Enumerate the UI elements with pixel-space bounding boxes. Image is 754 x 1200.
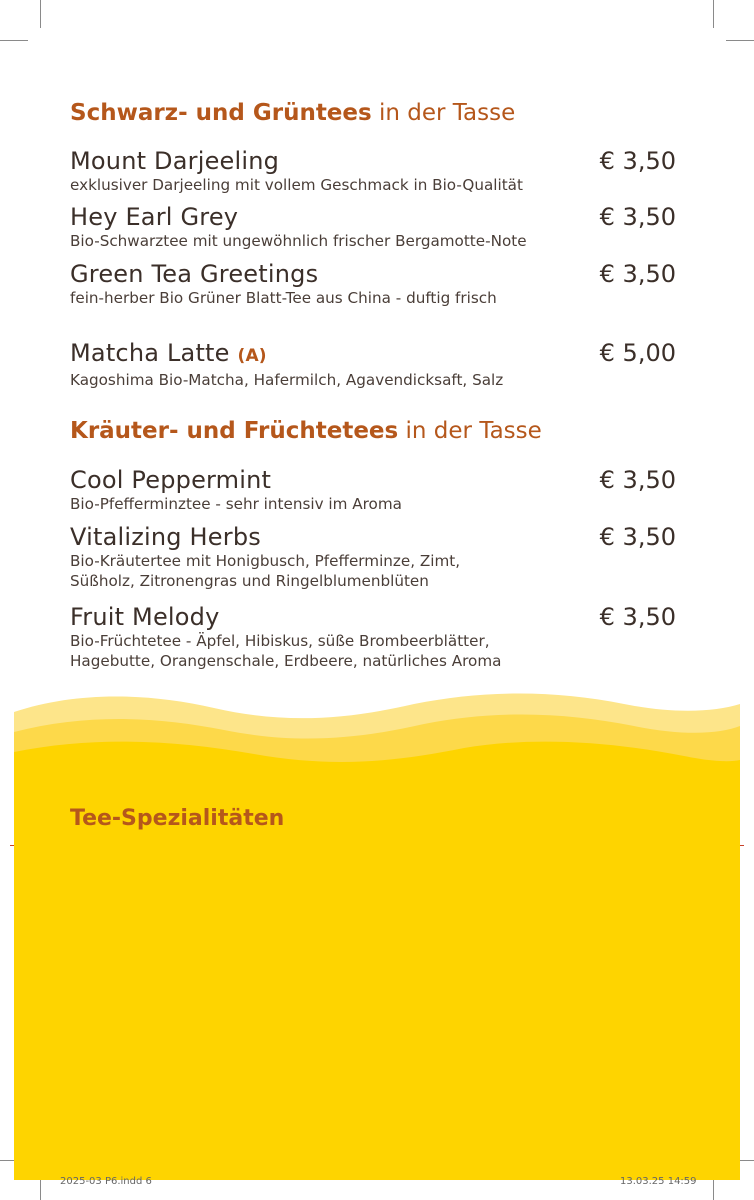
menu-item — [70, 260, 676, 308]
item-description: Bio-Pfefferminztee - sehr intensiv im Aroma — [70, 495, 402, 513]
item-description: Kagoshima Bio-Matcha, Hafermilch, Agavendicksaft, Salz — [70, 371, 504, 389]
item-price: € 5,00 — [599, 339, 676, 367]
item-description: Bio-Früchtetee - Äpfel, Hibiskus, süße Brombeerblätter, — [70, 632, 490, 650]
item-name — [70, 339, 676, 370]
crop-mark — [726, 40, 754, 41]
section-title-bold: Kräuter- und Früchtetees — [70, 418, 399, 444]
menu-item — [70, 603, 676, 671]
crop-mark — [713, 0, 714, 28]
specialties-title: Tee-Spezialitäten — [70, 806, 285, 831]
item-price: € 3,50 — [599, 260, 676, 288]
item-price: € 3,50 — [599, 603, 676, 631]
menu-item — [70, 523, 676, 591]
section-title-light: in der Tasse — [405, 418, 542, 444]
allergen-tag: (A) — [237, 346, 267, 366]
menu-item — [70, 466, 676, 514]
menu-item — [70, 147, 676, 195]
crop-mark — [40, 0, 41, 28]
item-description: Bio-Kräutertee mit Honigbusch, Pfefferminze, Zimt, — [70, 552, 461, 570]
yellow-wave-background — [14, 690, 740, 1180]
footer-file-info: 2025-03 P6.indd 6 — [60, 1176, 152, 1187]
item-description: Hagebutte, Orangenschale, Erdbeere, natürliches Aroma — [70, 652, 502, 670]
item-description: Süßholz, Zitronengras und Ringelblumenblüten — [70, 572, 429, 590]
item-name-text: Matcha Latte — [70, 339, 230, 367]
section-title-black-green-tea — [70, 100, 515, 126]
item-name: Vitalizing Herbs — [70, 523, 261, 551]
item-description: exklusiver Darjeeling mit vollem Geschmack in Bio-Qualität — [70, 176, 523, 194]
item-name: Green Tea Greetings — [70, 260, 319, 288]
item-description: Bio-Schwarztee mit ungewöhnlich frischer Bergamotte-Note — [70, 232, 527, 250]
item-name: Mount Darjeeling — [70, 147, 280, 175]
item-name: Hey Earl Grey — [70, 203, 239, 231]
item-price: € 3,50 — [599, 203, 676, 231]
menu-item — [70, 203, 676, 251]
footer-timestamp: 13.03.25 14:59 — [620, 1176, 697, 1187]
crop-mark — [0, 40, 28, 41]
item-price: € 3,50 — [599, 147, 676, 175]
item-price: € 3,50 — [599, 466, 676, 494]
item-name: Cool Peppermint — [70, 466, 272, 494]
menu-item — [70, 339, 676, 390]
item-description: fein-herber Bio Grüner Blatt-Tee aus China - duftig frisch — [70, 289, 497, 307]
section-title-light: in der Tasse — [379, 100, 516, 126]
section-title-herbal-fruit-tea — [70, 418, 542, 444]
item-price: € 3,50 — [599, 523, 676, 551]
item-name: Fruit Melody — [70, 603, 220, 631]
section-title-bold: Schwarz- und Grüntees — [70, 100, 372, 126]
